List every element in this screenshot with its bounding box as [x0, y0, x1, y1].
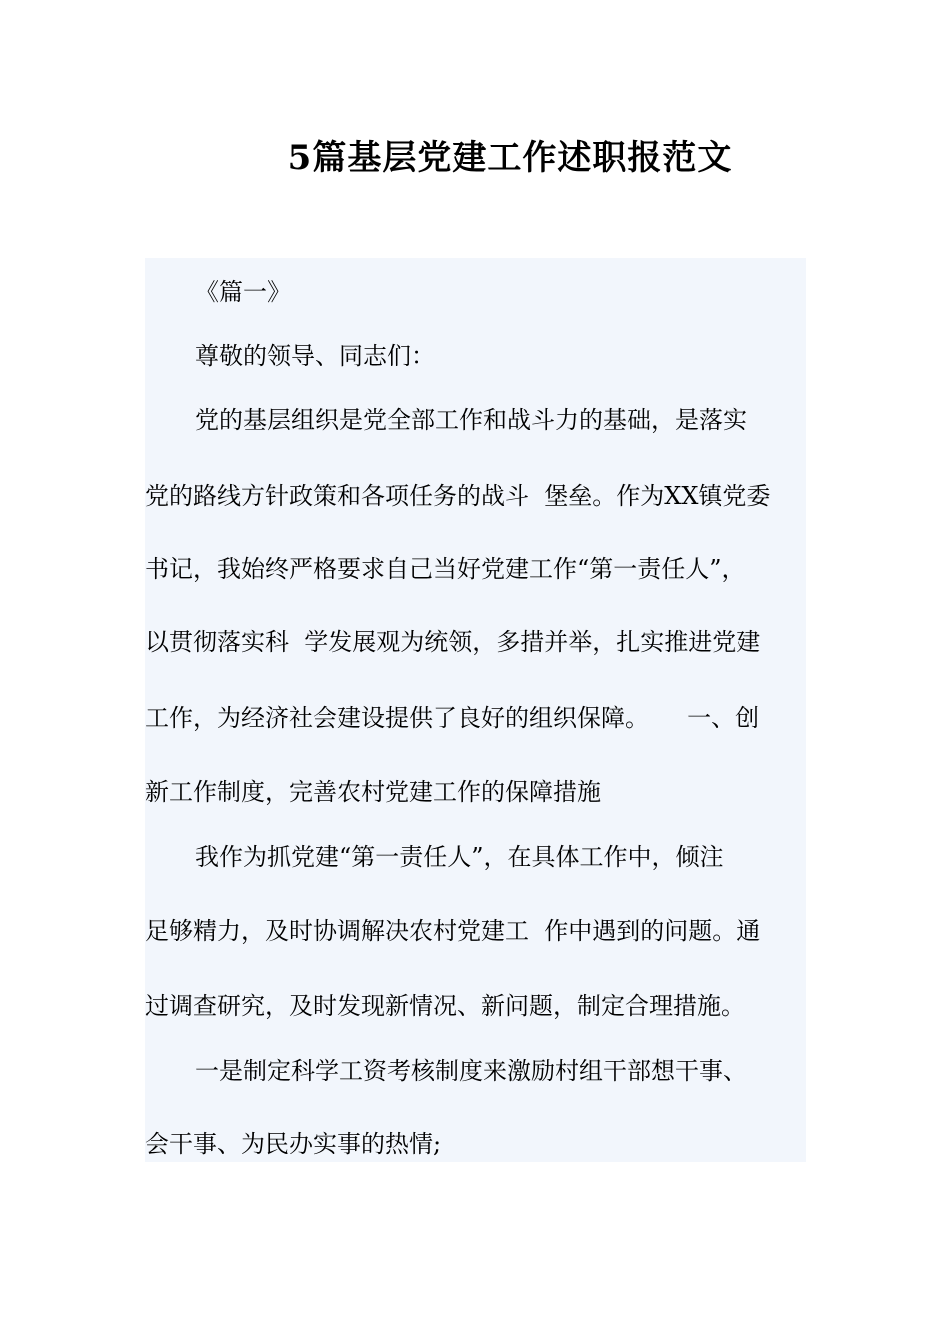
salutation: 尊敬的领导、同志们：: [195, 342, 435, 370]
paragraph-line: 我作为抓党建“第一责任人”，在具体工作中，倾注: [195, 843, 724, 871]
paragraph-line: 党的基层组织是党全部工作和战斗力的基础，是落实: [195, 406, 747, 434]
paragraph-line: 党的路线方针政策和各项任务的战斗 堡垒。作为XX镇党委: [145, 482, 771, 510]
paragraph-line: 以贯彻落实科 学发展观为统领，多措并举，扎实推进党建: [145, 628, 761, 656]
paragraph-line: 工作，为经济社会建设提供了良好的组织保障。 一、创: [145, 704, 760, 732]
document-title: 5篇基层党建工作述职报范文: [287, 138, 733, 178]
paragraph-line: 新工作制度，完善农村党建工作的保障措施: [145, 778, 601, 806]
paragraph-line: 足够精力，及时协调解决农村党建工 作中遇到的问题。通: [145, 917, 761, 945]
paragraph-line: 会干事、为民办实事的热情;: [145, 1130, 442, 1158]
section-heading: 《篇一》: [195, 278, 291, 306]
paragraph-line: 一是制定科学工资考核制度来激励村组干部想干事、: [195, 1057, 747, 1085]
paragraph-line: 书记，我始终严格要求自己当好党建工作“第一责任人”，: [145, 555, 746, 583]
paragraph-line: 过调查研究，及时发现新情况、新问题，制定合理措施。: [145, 992, 745, 1020]
